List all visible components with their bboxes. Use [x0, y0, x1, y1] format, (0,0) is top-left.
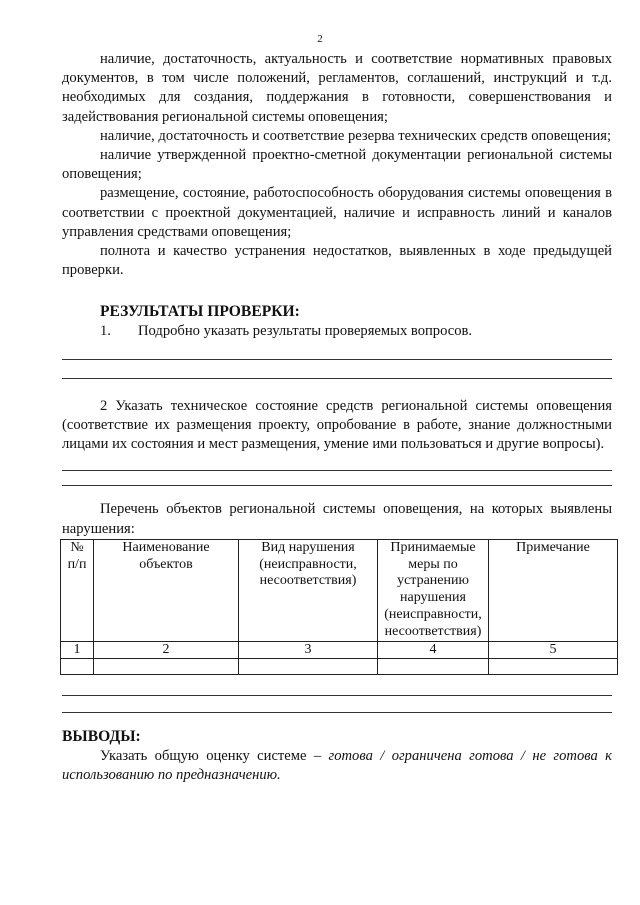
header-cell-note: Примечание: [489, 539, 618, 641]
violations-intro: Перечень объектов региональной системы оповещения, на которых выявлены нарушения:: [62, 501, 612, 537]
fill-line: [62, 485, 612, 486]
table-number-row: [61, 641, 618, 659]
conclusions-text-italic: готова / ограничена готова / не готова к использованию по предназначению.: [62, 747, 612, 783]
conclusions-text: [62, 747, 612, 785]
results-heading: РЕЗУЛЬТАТЫ ПРОВЕРКИ:: [100, 303, 300, 321]
fill-line: [62, 470, 612, 471]
check-item: наличие утвержденной проектно-сметной документации региональной системы оповещения;: [62, 147, 612, 183]
check-item: полнота и качество устранения недостатков, выявленных в ходе предыдущей проверки.: [62, 243, 612, 279]
column-number: 1: [61, 641, 94, 659]
fill-line: [62, 359, 612, 360]
conclusions-heading: ВЫВОДЫ:: [62, 728, 141, 746]
header-cell-violation: Вид нарушения (неисправности, несоответствия): [239, 539, 378, 641]
empty-cell: [378, 659, 489, 675]
header-cell-measures: Принимаемые меры по устранению нарушения (неисправности, несоответствия): [378, 539, 489, 641]
fill-line: [62, 378, 612, 379]
results-item-2: 2 Указать техническое состояние средств региональной системы оповещения (соответствие их размещения проекту, опробование в работе, знание должностными лицами их состояния и мест размещения, умение ими пользоваться и другие вопросы).: [62, 397, 612, 453]
column-number: 2: [94, 641, 239, 659]
violations-table: [60, 539, 618, 676]
table-header-row: [61, 539, 618, 641]
fill-line: [62, 695, 612, 696]
check-item: размещение, состояние, работоспособность оборудования системы оповещения в соответствии с проектной документацией, наличие и исправность линий и каналов управления средствами оповещения;: [62, 185, 612, 240]
page-number: 2: [317, 33, 323, 45]
results-item-1-text: Подробно указать результаты проверяемых вопросов.: [138, 322, 473, 339]
header-cell-objects: Наименование объектов: [94, 539, 239, 641]
empty-cell: [239, 659, 378, 675]
column-number: 4: [378, 641, 489, 659]
column-number: 3: [239, 641, 378, 659]
check-item: наличие, достаточность, актуальность и соответствие нормативных правовых документов, в том числе положений, регламентов, соглашений, инструкций и т.д. необходимых для создания, поддержания в готовности, совершенствования и задействования региональной системы оповещения;: [62, 51, 612, 125]
results-item-1: [100, 322, 612, 341]
header-cell-number: № п/п: [61, 539, 94, 641]
conclusions-text-plain: Указать общую оценку системе –: [100, 747, 329, 764]
empty-cell: [489, 659, 618, 675]
empty-cell: [94, 659, 239, 675]
fill-line: [62, 712, 612, 713]
document-body: [62, 50, 612, 785]
check-item: наличие, достаточность и соответствие резерва технических средств оповещения;: [100, 127, 612, 144]
empty-cell: [61, 659, 94, 675]
table-empty-row: [61, 659, 618, 675]
column-number: 5: [489, 641, 618, 659]
results-item-1-number: 1.: [100, 322, 111, 339]
